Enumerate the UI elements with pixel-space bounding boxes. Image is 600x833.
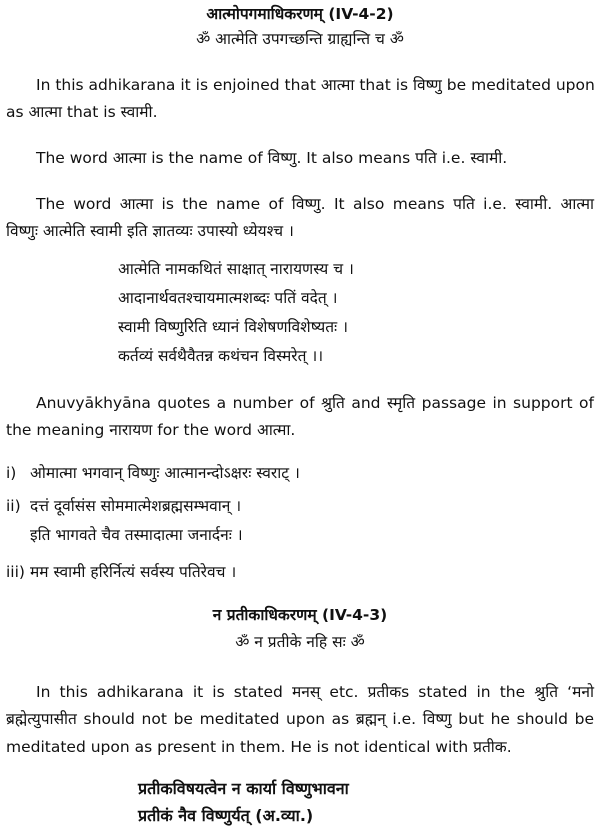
section-title-atmopagama: आत्मोपगमाधिकरणम् (IV-4-2) <box>206 5 394 23</box>
verse-line: स्वामी विष्णुरिति ध्यानं विशेषणविशेष्यतः । <box>118 318 348 336</box>
list-text: इति भागवते चैव तस्मादात्मा जनार्दनः । <box>30 526 243 544</box>
paragraph-line: ब्रह्मेत्युपासीत should not be meditated upon as ब्रह्मन् i.e. विष्णु but he should be <box>6 710 594 728</box>
list-text: मम स्वामी हरिर्नित्यं सर्वस्य पतिरेवच । <box>30 563 237 581</box>
list-marker: ii) <box>6 497 21 515</box>
paragraph-line: The word आत्मा is the name of विष्णु. It also means पति i.e. स्वामी. <box>36 149 508 167</box>
section-title-na-pratika: न प्रतीकाधिकरणम् (IV-4-3) <box>212 606 388 624</box>
paragraph-line: as आत्मा that is स्वामी. <box>6 103 158 121</box>
sutra-atmopagama: ॐ आत्मेति उपगच्छन्ति ग्राह्यन्ति च ॐ <box>196 30 404 48</box>
sutra-na-pratika: ॐ न प्रतीके नहि सः ॐ <box>235 633 365 651</box>
list-text: ओमात्मा भगवान् विष्णुः आत्मानन्दोऽक्षरः स्वराट् । <box>30 464 300 482</box>
list-marker: i) <box>6 464 17 482</box>
paragraph-line: In this adhikarana it is enjoined that आत्मा that is विष्णु be meditated upon <box>36 76 595 94</box>
verse-line: कर्तव्यं सर्वथैवैतन्न कथंचन विस्मरेत् ।। <box>118 347 324 365</box>
paragraph-line: In this adhikarana it is stated मनस् etc. प्रतीकs stated in the श्रुति ‘मनो <box>36 683 594 701</box>
list-marker: iii) <box>6 563 25 581</box>
verse-line: आदानार्थवतश्चायमात्मशब्दः पतिं वदेत् । <box>118 289 338 307</box>
paragraph-line: The word आत्मा is the name of विष्णु. It also means पति i.e. स्वामी. आत्मा <box>36 195 594 213</box>
paragraph-line: विष्णुः आत्मेति स्वामी इति ज्ञातव्यः उपास्यो ध्येयश्च । <box>6 222 294 240</box>
quote-line: प्रतीकविषयत्वेन न कार्या विष्णुभावना <box>138 779 349 798</box>
paragraph-line: meditated upon as present in them. He is not identical with प्रतीक. <box>6 738 512 756</box>
verse-line: आत्मेति नामकथितं साक्षात् नारायणस्य च । <box>118 260 354 278</box>
paragraph-line: Anuvyākhyāna quotes a number of श्रुति and स्मृति passage in support of <box>36 394 594 412</box>
quote-line: प्रतीकं नैव विष्णुर्यत् (अ.व्या.) <box>138 806 314 825</box>
list-text: दत्तं दूर्वासंस सोममात्मेशब्रह्मसम्भवान् । <box>30 497 242 515</box>
paragraph-line: the meaning नारायण for the word आत्मा. <box>6 421 296 439</box>
